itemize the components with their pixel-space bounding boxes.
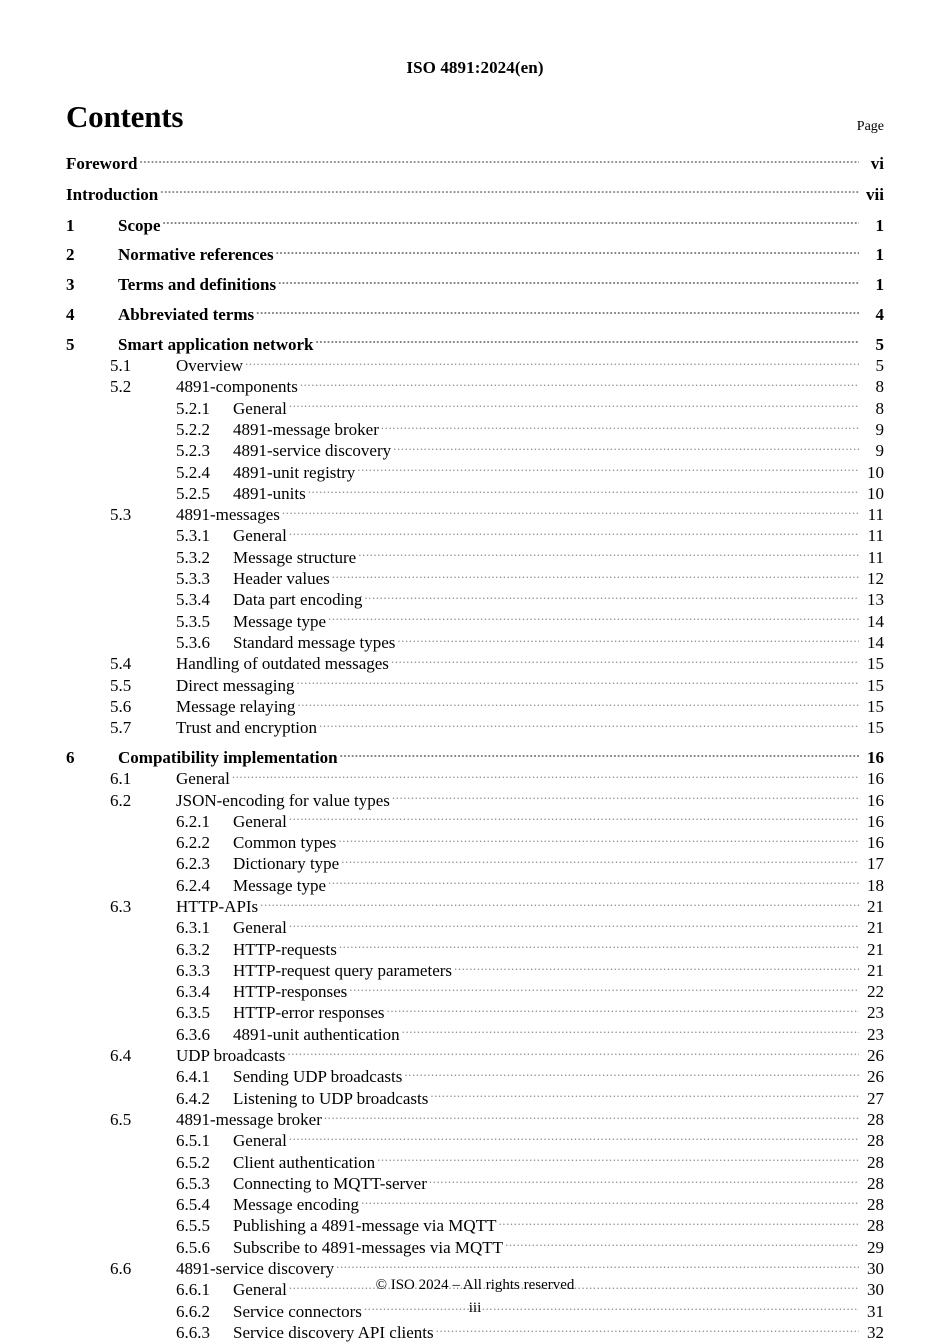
toc-entry-label: Message encoding [233,1195,360,1215]
dot-leader [430,1087,859,1104]
toc-entry-number: 6.3 [110,897,132,916]
dot-leader [336,1257,859,1274]
dot-leader [397,631,859,648]
toc-entry-page-number: 26 [867,1046,884,1066]
toc-entry-number: 6.5.1 [176,1131,210,1151]
dot-leader [436,1321,859,1338]
toc-entry-page-number: 14 [867,611,884,631]
toc-entry-page-number: 22 [867,982,884,1002]
toc-entry-page-number: 15 [867,718,884,738]
toc-entry-number: 6.2.3 [176,854,210,874]
toc-entry-label: Scope [118,215,161,235]
toc-entry-number: 5.3.5 [176,611,210,631]
toc-entry-number: 6 [66,747,75,767]
toc-entry[interactable] [66,461,884,482]
toc-entry[interactable] [66,852,884,873]
toc-entry-page-number: 21 [867,960,884,980]
toc-entry[interactable] [66,1087,884,1108]
toc-entry-page-number: 28 [867,1152,884,1172]
toc-entry-label: Connecting to MQTT-server [233,1173,427,1193]
toc-entry-number: 6.6.3 [176,1322,210,1342]
toc-entry-label: Subscribe to 4891-messages via MQTT [233,1237,504,1257]
toc-entry-page-number: 28 [867,1131,884,1151]
toc-entry[interactable] [66,1129,884,1150]
dot-leader [289,810,859,827]
toc-entry-label: Normative references [118,245,274,265]
toc-entry-page-number: 16 [867,747,884,767]
toc-entry[interactable] [66,1257,884,1278]
toc-entry-number: 5.5 [110,675,132,695]
page-column-header: Page [856,119,884,134]
toc-entry[interactable] [66,1108,884,1129]
toc-entry-label: HTTP-APIs [176,897,259,916]
toc-entry-label: JSON-encoding for value types [176,790,390,810]
toc-entry[interactable] [66,1193,884,1214]
toc-entry-page-number: 11 [867,505,884,525]
toc-entry[interactable] [66,1236,884,1257]
toc-entry-number: 1 [66,215,75,235]
toc-entry-page-number: 17 [867,854,884,874]
toc-entry[interactable] [66,273,884,294]
toc-entry-number: 5.6 [110,696,132,716]
contents-title-row [66,99,884,135]
toc-entry-label: Sending UDP broadcasts [233,1067,403,1087]
toc-entry[interactable] [66,375,884,396]
toc-entry-label: Overview [176,356,244,376]
dot-leader [260,895,859,912]
dot-leader [404,1065,859,1082]
toc-entry-number: 6.4.1 [176,1067,210,1087]
toc-entry[interactable] [66,674,884,695]
toc-entry-label: Compatibility implementation [118,747,338,767]
toc-entry-number: 6.2.1 [176,811,210,831]
toc-entry[interactable] [66,1321,884,1342]
toc-entry-number: 6.5.2 [176,1152,210,1172]
toc-entry-number: 6.2.4 [176,875,210,895]
toc-entry-page-number: 28 [867,1216,884,1236]
toc-entry-label: HTTP-error responses [233,1003,385,1023]
dot-leader [381,418,859,435]
toc-entry-label: 4891-messages [176,505,280,525]
toc-entry-page-number: 9 [875,441,884,461]
toc-entry-page-number: 23 [867,1024,884,1044]
toc-entry[interactable] [66,874,884,895]
toc-entry-number: 6.6 [110,1259,132,1279]
toc-entry-number: 6.1 [110,769,132,789]
toc-entry-label: Message relaying [176,696,296,716]
toc-entry-page-number: 13 [867,590,884,610]
dot-leader [256,303,859,320]
toc-entry-number: 5.3.1 [176,526,210,546]
dot-leader [282,503,859,520]
toc-entry-label: Terms and definitions [118,275,277,295]
toc-entry[interactable] [66,810,884,831]
toc-entry[interactable] [66,503,884,524]
dot-leader [289,1129,859,1146]
toc-entry[interactable] [66,695,884,716]
toc-entry-page-number: 8 [875,377,884,397]
toc-entry[interactable] [66,243,884,264]
dot-leader [339,938,859,955]
toc-entry-number: 5.2.4 [176,462,210,482]
toc-entry-label: HTTP-responses [233,982,348,1002]
toc-entry-label: UDP broadcasts [176,1046,286,1066]
toc-entry[interactable] [66,1214,884,1235]
toc-entry-number: 5.3 [110,505,132,525]
toc-entry-label: HTTP-request query parameters [233,960,453,980]
toc-entry-page-number: 16 [867,833,884,853]
toc-entry-page-number: 1 [875,215,884,235]
toc-entry-page-number: 11 [867,526,884,546]
toc-entry[interactable] [66,524,884,545]
toc-entry-label: General [233,1131,287,1151]
toc-entry-page-number: 5 [875,334,884,354]
dot-leader [377,1151,859,1168]
toc-entry-number: 6.5 [110,1109,132,1129]
toc-entry-label: General [233,1280,287,1300]
toc-entry-label: Message type [233,611,327,631]
toc-entry[interactable] [66,746,884,767]
toc-entry-label: Publishing a 4891-message via MQTT [233,1216,497,1236]
dot-leader [341,852,859,869]
toc-entry-number: 5.3.4 [176,590,210,610]
dot-leader [139,152,859,169]
toc-entry-page-number: 32 [867,1322,884,1342]
toc-entry-label: Service discovery API clients [233,1322,434,1342]
toc-entry-number: 5.7 [110,718,132,738]
dot-leader [340,746,859,763]
toc-entry-page-number: 10 [867,483,884,503]
page-title: Contents [66,99,184,134]
toc-entry-number: 2 [66,245,75,265]
dot-leader [232,767,859,784]
toc-entry[interactable] [66,610,884,631]
toc-entry-number: 6.3.6 [176,1024,210,1044]
toc-entry-label: HTTP-requests [233,939,337,959]
toc-entry-number: 5.4 [110,654,132,674]
dot-leader [349,980,859,997]
table-of-contents [66,152,884,1342]
toc-entry-number: 6.3.5 [176,1003,210,1023]
toc-entry-number: 5 [66,334,75,354]
toc-entry[interactable] [66,567,884,588]
dot-leader [163,214,860,231]
toc-entry-label: Data part encoding [233,590,363,610]
toc-entry-number: 6.6.1 [176,1280,210,1300]
toc-entry[interactable] [66,546,884,567]
toc-entry-number: 6.5.6 [176,1237,210,1257]
dot-leader [289,524,859,541]
dot-leader [245,354,859,371]
toc-entry-label: Dictionary type [233,854,340,874]
toc-entry-number: 5.2.1 [176,398,210,418]
toc-entry-page-number: 4 [875,304,884,324]
toc-entry-label: Abbreviated terms [118,304,255,324]
toc-entry[interactable] [66,588,884,609]
toc-entry-page-number: 1 [875,245,884,265]
copyright-notice: © ISO 2024 – All rights reserved [375,1277,575,1293]
dot-leader [393,439,859,456]
toc-entry-number: 6.2.2 [176,833,210,853]
toc-entry-label: Smart application network [118,334,314,354]
toc-entry-label: Direct messaging [176,675,295,695]
toc-entry-label: Handling of outdated messages [176,654,389,674]
toc-entry[interactable] [66,482,884,503]
dot-leader [328,874,859,891]
dot-leader [297,674,860,691]
toc-entry-label: 4891-unit registry [233,462,356,482]
dot-leader [357,461,859,478]
dot-leader [308,482,859,499]
toc-entry-page-number: 21 [867,897,884,916]
toc-entry-page-number: 15 [867,654,884,674]
toc-entry-number: 6.4.2 [176,1088,210,1108]
toc-entry-number: 6.3.3 [176,960,210,980]
toc-entry-label: 4891-service discovery [233,441,392,461]
toc-entry-number: 5.3.3 [176,569,210,589]
toc-entry[interactable] [66,959,884,980]
toc-entry-number: 6.3.2 [176,939,210,959]
toc-entry-page-number: 9 [875,419,884,439]
toc-entry[interactable] [66,1001,884,1022]
toc-entry[interactable] [66,183,884,204]
toc-entry-page-number: 1 [875,275,884,295]
toc-entry-number: 5.2.3 [176,441,210,461]
toc-entry-label: Listening to UDP broadcasts [233,1088,429,1108]
toc-entry[interactable] [66,333,884,354]
toc-entry-label: Standard message types [233,632,396,652]
dot-leader [392,789,859,806]
dot-leader [429,1172,859,1189]
toc-entry-number: 6.5.4 [176,1195,210,1215]
toc-entry-page-number: 15 [867,675,884,695]
toc-entry-number: 5.2 [110,377,132,397]
running-header: ISO 4891:2024(en) [406,58,544,77]
dot-leader [287,1044,859,1061]
toc-entry-label: General [233,526,287,546]
toc-entry[interactable] [66,716,884,737]
toc-entry-label: Common types [233,833,337,853]
toc-entry-number: 3 [66,275,75,295]
toc-entry-label: 4891-message broker [176,1109,322,1129]
toc-entry-page-number: vi [870,154,884,173]
toc-entry-page-number: 23 [867,1003,884,1023]
dot-leader [498,1214,859,1231]
toc-entry-number: 6.4 [110,1046,132,1066]
dot-leader [332,567,859,584]
toc-entry-label: Foreword [66,154,138,173]
toc-entry[interactable] [66,397,884,418]
toc-entry[interactable] [66,214,884,235]
toc-entry-page-number: 21 [867,939,884,959]
toc-entry-label: Service connectors [233,1301,362,1321]
toc-entry-number: 5.3.2 [176,547,210,567]
dot-leader [364,588,859,605]
toc-entry[interactable] [66,152,884,173]
toc-entry-page-number: 16 [867,811,884,831]
toc-entry-number: 6.2 [110,790,132,810]
dot-leader [328,610,859,627]
toc-entry-page-number: 21 [867,918,884,938]
toc-entry[interactable] [66,767,884,788]
toc-entry-page-number: 14 [867,632,884,652]
toc-entry[interactable] [66,916,884,937]
toc-entry-page-number: 10 [867,462,884,482]
toc-entry-page-number: 28 [867,1195,884,1215]
toc-entry[interactable] [66,1172,884,1193]
dot-leader [358,546,859,563]
page-folio: iii [468,1300,482,1316]
toc-entry-number: 5.2.5 [176,483,210,503]
toc-entry-page-number: 31 [867,1301,884,1321]
toc-entry-page-number: 12 [867,569,884,589]
toc-entry[interactable] [66,631,884,652]
toc-entry-label: 4891-components [176,377,298,397]
toc-entry-page-number: 29 [867,1237,884,1257]
toc-entry-page-number: 8 [875,398,884,418]
toc-entry[interactable] [66,895,884,916]
toc-entry[interactable] [66,652,884,673]
dot-leader [297,695,859,712]
toc-entry-number: 6.3.4 [176,982,210,1002]
toc-entry[interactable] [66,418,884,439]
toc-entry-page-number: 18 [867,875,884,895]
toc-entry[interactable] [66,303,884,324]
dot-leader [391,652,859,669]
toc-entry-label: 4891-message broker [233,419,379,439]
dot-leader [454,959,859,976]
toc-entry-label: Client authentication [233,1152,376,1172]
toc-entry-page-number: 5 [875,356,884,376]
dot-leader [387,1001,859,1018]
toc-entry[interactable] [66,1065,884,1086]
toc-entry-label: Message structure [233,547,357,567]
toc-entry-number: 6.5.3 [176,1173,210,1193]
toc-entry-number: 5.2.2 [176,419,210,439]
toc-entry-page-number: 28 [867,1109,884,1129]
toc-entry-number: 6.5.5 [176,1216,210,1236]
toc-entry[interactable] [66,938,884,959]
toc-entry-label: Trust and encryption [176,718,318,738]
toc-entry-number: 6.6.2 [176,1301,210,1321]
toc-entry-number: 5.1 [110,356,132,376]
toc-entry-page-number: 26 [867,1067,884,1087]
dot-leader [338,831,859,848]
toc-entry-label: General [233,918,287,938]
toc-entry-label: 4891-service discovery [176,1259,335,1279]
dot-leader [289,916,859,933]
toc-entry-number: 6.3.1 [176,918,210,938]
toc-entry-label: Introduction [66,184,159,204]
toc-entry[interactable] [66,354,884,375]
toc-entry-label: 4891-unit authentication [233,1024,400,1044]
toc-entry-page-number: 30 [867,1259,884,1279]
toc-entry[interactable] [66,439,884,460]
toc-entry[interactable] [66,831,884,852]
toc-entry[interactable] [66,980,884,1001]
toc-entry-page-number: 30 [867,1280,884,1300]
toc-entry[interactable] [66,1151,884,1172]
toc-entry-page-number: 15 [867,696,884,716]
toc-entry-page-number: 27 [867,1088,884,1108]
toc-entry[interactable] [66,1044,884,1065]
dot-leader [361,1193,859,1210]
toc-entry-page-number: 16 [867,769,884,789]
dot-leader [289,397,859,414]
toc-entry-label: Header values [233,569,330,589]
toc-entry-label: General [176,769,230,789]
toc-entry-label: Message type [233,875,327,895]
toc-entry-page-number: 28 [867,1173,884,1193]
dot-leader [319,716,859,733]
toc-entry-label: General [233,398,287,418]
toc-entry-number: 4 [66,304,75,324]
toc-entry-page-number: 16 [867,790,884,810]
dot-leader [316,333,860,350]
toc-entry-page-number: 11 [867,547,884,567]
toc-entry-label: General [233,811,287,831]
dot-leader [324,1108,859,1125]
dot-leader [160,183,859,200]
toc-entry[interactable] [66,789,884,810]
toc-entry[interactable] [66,1023,884,1044]
dot-leader [278,273,859,290]
dot-leader [402,1023,859,1040]
toc-entry-number: 5.3.6 [176,632,210,652]
dot-leader [505,1236,859,1253]
toc-entry-label: 4891-units [233,483,306,503]
toc-entry-page-number: vii [866,184,884,204]
dot-leader [300,375,859,392]
dot-leader [276,243,859,260]
